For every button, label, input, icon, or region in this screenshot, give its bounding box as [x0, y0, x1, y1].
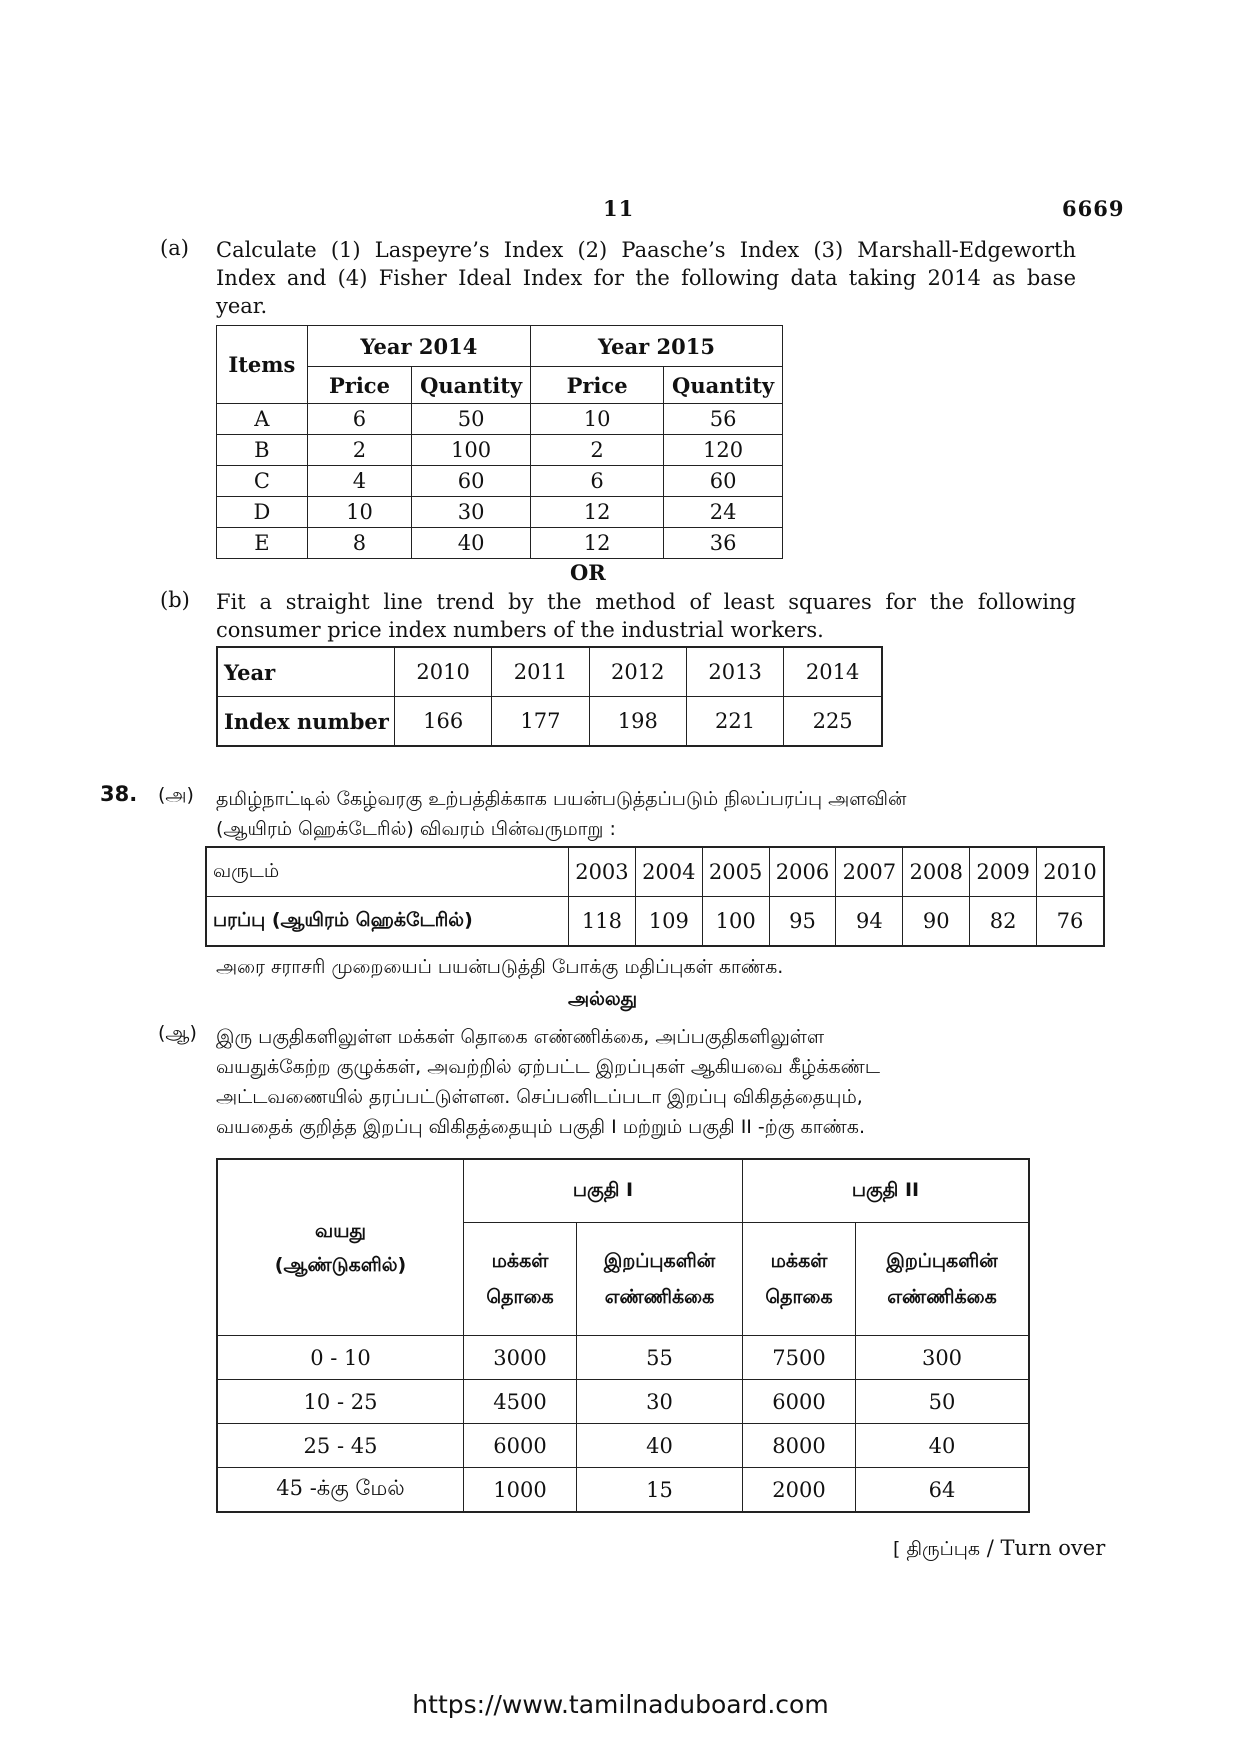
cell: 109 [635, 897, 702, 947]
cell: 2 [307, 435, 411, 466]
header-line: மக்கள் [491, 1250, 549, 1272]
cell: 10 [531, 404, 664, 435]
cell: 1000 [464, 1468, 577, 1513]
cell: 8000 [743, 1424, 856, 1468]
ragi-area-table [205, 846, 1105, 947]
region-1-header: பகுதி I [464, 1159, 743, 1223]
table-row [217, 497, 783, 528]
region-2-header: பகுதி II [743, 1159, 1030, 1223]
population-header [464, 1223, 577, 1336]
text-line: Calculate (1) Laspeyre’s Index (2) Paasche’s Index (3) Marshall-Edgeworth [216, 238, 1076, 262]
cell: 60 [664, 466, 783, 497]
cell: 10 [307, 497, 411, 528]
deaths-header [856, 1223, 1030, 1336]
cell: 166 [395, 697, 492, 747]
cell: A [217, 404, 308, 435]
items-header: Items [217, 326, 308, 404]
cell: 2009 [970, 847, 1037, 897]
cell: 100 [412, 435, 531, 466]
cpi-table [216, 646, 883, 747]
cell: 30 [412, 497, 531, 528]
cell: 118 [569, 897, 636, 947]
cell: 55 [577, 1336, 743, 1380]
cell: 2007 [836, 847, 903, 897]
cell: 82 [970, 897, 1037, 947]
year-row-label: Year [217, 647, 395, 697]
cell: 94 [836, 897, 903, 947]
part-a-label: (அ) [158, 784, 194, 806]
text-line: வயதுக்கேற்ற குழுக்கள், அவற்றில் ஏற்பட்ட இறப்புகள் ஆகியவை கீழ்க்கண்ட [216, 1056, 880, 1078]
text-line: வயதைக் குறித்த இறப்பு விகிதத்தையும் பகுதி I மற்றும் பகுதி II -ற்கு காண்க. [216, 1116, 865, 1138]
text-line: இரு பகுதிகளிலுள்ள மக்கள் தொகை எண்ணிக்கை, அப்பகுதிகளிலுள்ள [216, 1026, 825, 1048]
cell: 2014 [784, 647, 882, 697]
or-separator: அல்லது [568, 988, 638, 1010]
cell: D [217, 497, 308, 528]
table-row [217, 1468, 1029, 1513]
year-2015-header: Year 2015 [531, 326, 783, 367]
header-line: மக்கள் [770, 1250, 828, 1272]
turn-over-tamil: [ திருப்புக [893, 1538, 981, 1560]
header-line: தொகை [765, 1286, 833, 1308]
turn-over [893, 1536, 1105, 1563]
cell: 2010 [395, 647, 492, 697]
quantity-header: Quantity [412, 367, 531, 404]
cell: 7500 [743, 1336, 856, 1380]
text-line: தமிழ்நாட்டில் கேழ்வரகு உற்பத்திக்காக பயன்படுத்தப்படும் நிலப்பரப்பு அளவின் [216, 788, 907, 810]
header-line: தொகை [486, 1286, 554, 1308]
part-b-label: (ஆ) [158, 1022, 197, 1044]
cell: 221 [686, 697, 783, 747]
table-row [217, 1380, 1029, 1424]
cell: 12 [531, 528, 664, 559]
part-a-text [216, 784, 1076, 844]
cell: 2003 [569, 847, 636, 897]
cell: 50 [412, 404, 531, 435]
cell: 6 [531, 466, 664, 497]
quantity-header: Quantity [664, 367, 783, 404]
part-b-text [216, 588, 1076, 644]
mortality-table [216, 1158, 1030, 1513]
cell: E [217, 528, 308, 559]
cell: 2010 [1037, 847, 1104, 897]
cell: 2004 [635, 847, 702, 897]
cell: 76 [1037, 897, 1104, 947]
cell: 2 [531, 435, 664, 466]
cell: 100 [702, 897, 769, 947]
question-number: 38. [100, 782, 138, 806]
turn-over-separator: / [986, 1536, 994, 1560]
cell: 25 - 45 [217, 1424, 464, 1468]
cell: 225 [784, 697, 882, 747]
cell: 198 [589, 697, 686, 747]
instruction-text: அரை சராசரி முறையைப் பயன்படுத்தி போக்கு மதிப்புகள் காண்க. [216, 956, 784, 978]
cell: 6 [307, 404, 411, 435]
text-line: Index and (4) Fisher Ideal Index for the following data taking 2014 as base [216, 266, 1076, 290]
cell: 2011 [492, 647, 589, 697]
cell: 2012 [589, 647, 686, 697]
cell: 60 [412, 466, 531, 497]
cell: 2008 [903, 847, 970, 897]
cell: 50 [856, 1380, 1030, 1424]
cell: 30 [577, 1380, 743, 1424]
turn-over-english: Turn over [1000, 1536, 1106, 1560]
cell: 2005 [702, 847, 769, 897]
cell: 4500 [464, 1380, 577, 1424]
cell: 15 [577, 1468, 743, 1513]
cell: 36 [664, 528, 783, 559]
cell: 6000 [743, 1380, 856, 1424]
part-b-label: (b) [160, 588, 190, 612]
index-row-label: Index number [217, 697, 395, 747]
website-url: https://www.tamilnaduboard.com [412, 1690, 829, 1719]
age-header-line: (ஆண்டுகளில்) [274, 1253, 407, 1276]
text-line: Fit a straight line trend by the method of least squares for the following [216, 590, 1076, 614]
part-b-text [216, 1022, 1076, 1142]
cell: 2013 [686, 647, 783, 697]
cell: 3000 [464, 1336, 577, 1380]
deaths-header [577, 1223, 743, 1336]
text-line: consumer price index numbers of the industrial workers. [216, 618, 824, 642]
cell: C [217, 466, 308, 497]
cell: 177 [492, 697, 589, 747]
age-header-line: வயது [315, 1219, 366, 1242]
cell: 2006 [769, 847, 836, 897]
page-number: 11 [603, 196, 635, 221]
cell: 24 [664, 497, 783, 528]
table-row [217, 435, 783, 466]
table-row [217, 1336, 1029, 1380]
cell: 120 [664, 435, 783, 466]
table-row [217, 528, 783, 559]
cell: 10 - 25 [217, 1380, 464, 1424]
cell: 6000 [464, 1424, 577, 1468]
part-a-text [216, 236, 1076, 320]
cell: 90 [903, 897, 970, 947]
cell: 45 -க்கு மேல் [217, 1468, 464, 1513]
cell: 12 [531, 497, 664, 528]
price-header: Price [307, 367, 411, 404]
area-row-label: பரப்பு (ஆயிரம் ஹெக்டேரில்) [206, 897, 569, 947]
text-line: அட்டவணையில் தரப்பட்டுள்ளன. செப்பனிடப்படா இறப்பு விகிதத்தையும், [216, 1086, 863, 1108]
cell: 2000 [743, 1468, 856, 1513]
population-header [743, 1223, 856, 1336]
cell: 300 [856, 1336, 1030, 1380]
price-header: Price [531, 367, 664, 404]
header-line: எண்ணிக்கை [887, 1286, 997, 1308]
cell: 8 [307, 528, 411, 559]
table-row [217, 1424, 1029, 1468]
cell: B [217, 435, 308, 466]
header-line: இறப்புகளின் [603, 1250, 716, 1272]
index-data-table [216, 325, 783, 559]
part-a-label: (a) [160, 236, 189, 260]
year-2014-header: Year 2014 [307, 326, 530, 367]
cell: 95 [769, 897, 836, 947]
or-separator: OR [570, 560, 606, 585]
cell: 56 [664, 404, 783, 435]
cell: 4 [307, 466, 411, 497]
table-row [217, 404, 783, 435]
header-line: எண்ணிக்கை [604, 1286, 715, 1308]
cell: 40 [412, 528, 531, 559]
year-row-label: வருடம் [206, 847, 569, 897]
text-line: (ஆயிரம் ஹெக்டேரில்) விவரம் பின்வருமாறு : [216, 818, 616, 840]
age-header [217, 1159, 464, 1336]
cell: 64 [856, 1468, 1030, 1513]
text-line: year. [216, 294, 268, 318]
cell: 0 - 10 [217, 1336, 464, 1380]
table-row [217, 466, 783, 497]
header-line: இறப்புகளின் [886, 1250, 998, 1272]
paper-code: 6669 [1062, 196, 1125, 221]
cell: 40 [577, 1424, 743, 1468]
cell: 40 [856, 1424, 1030, 1468]
